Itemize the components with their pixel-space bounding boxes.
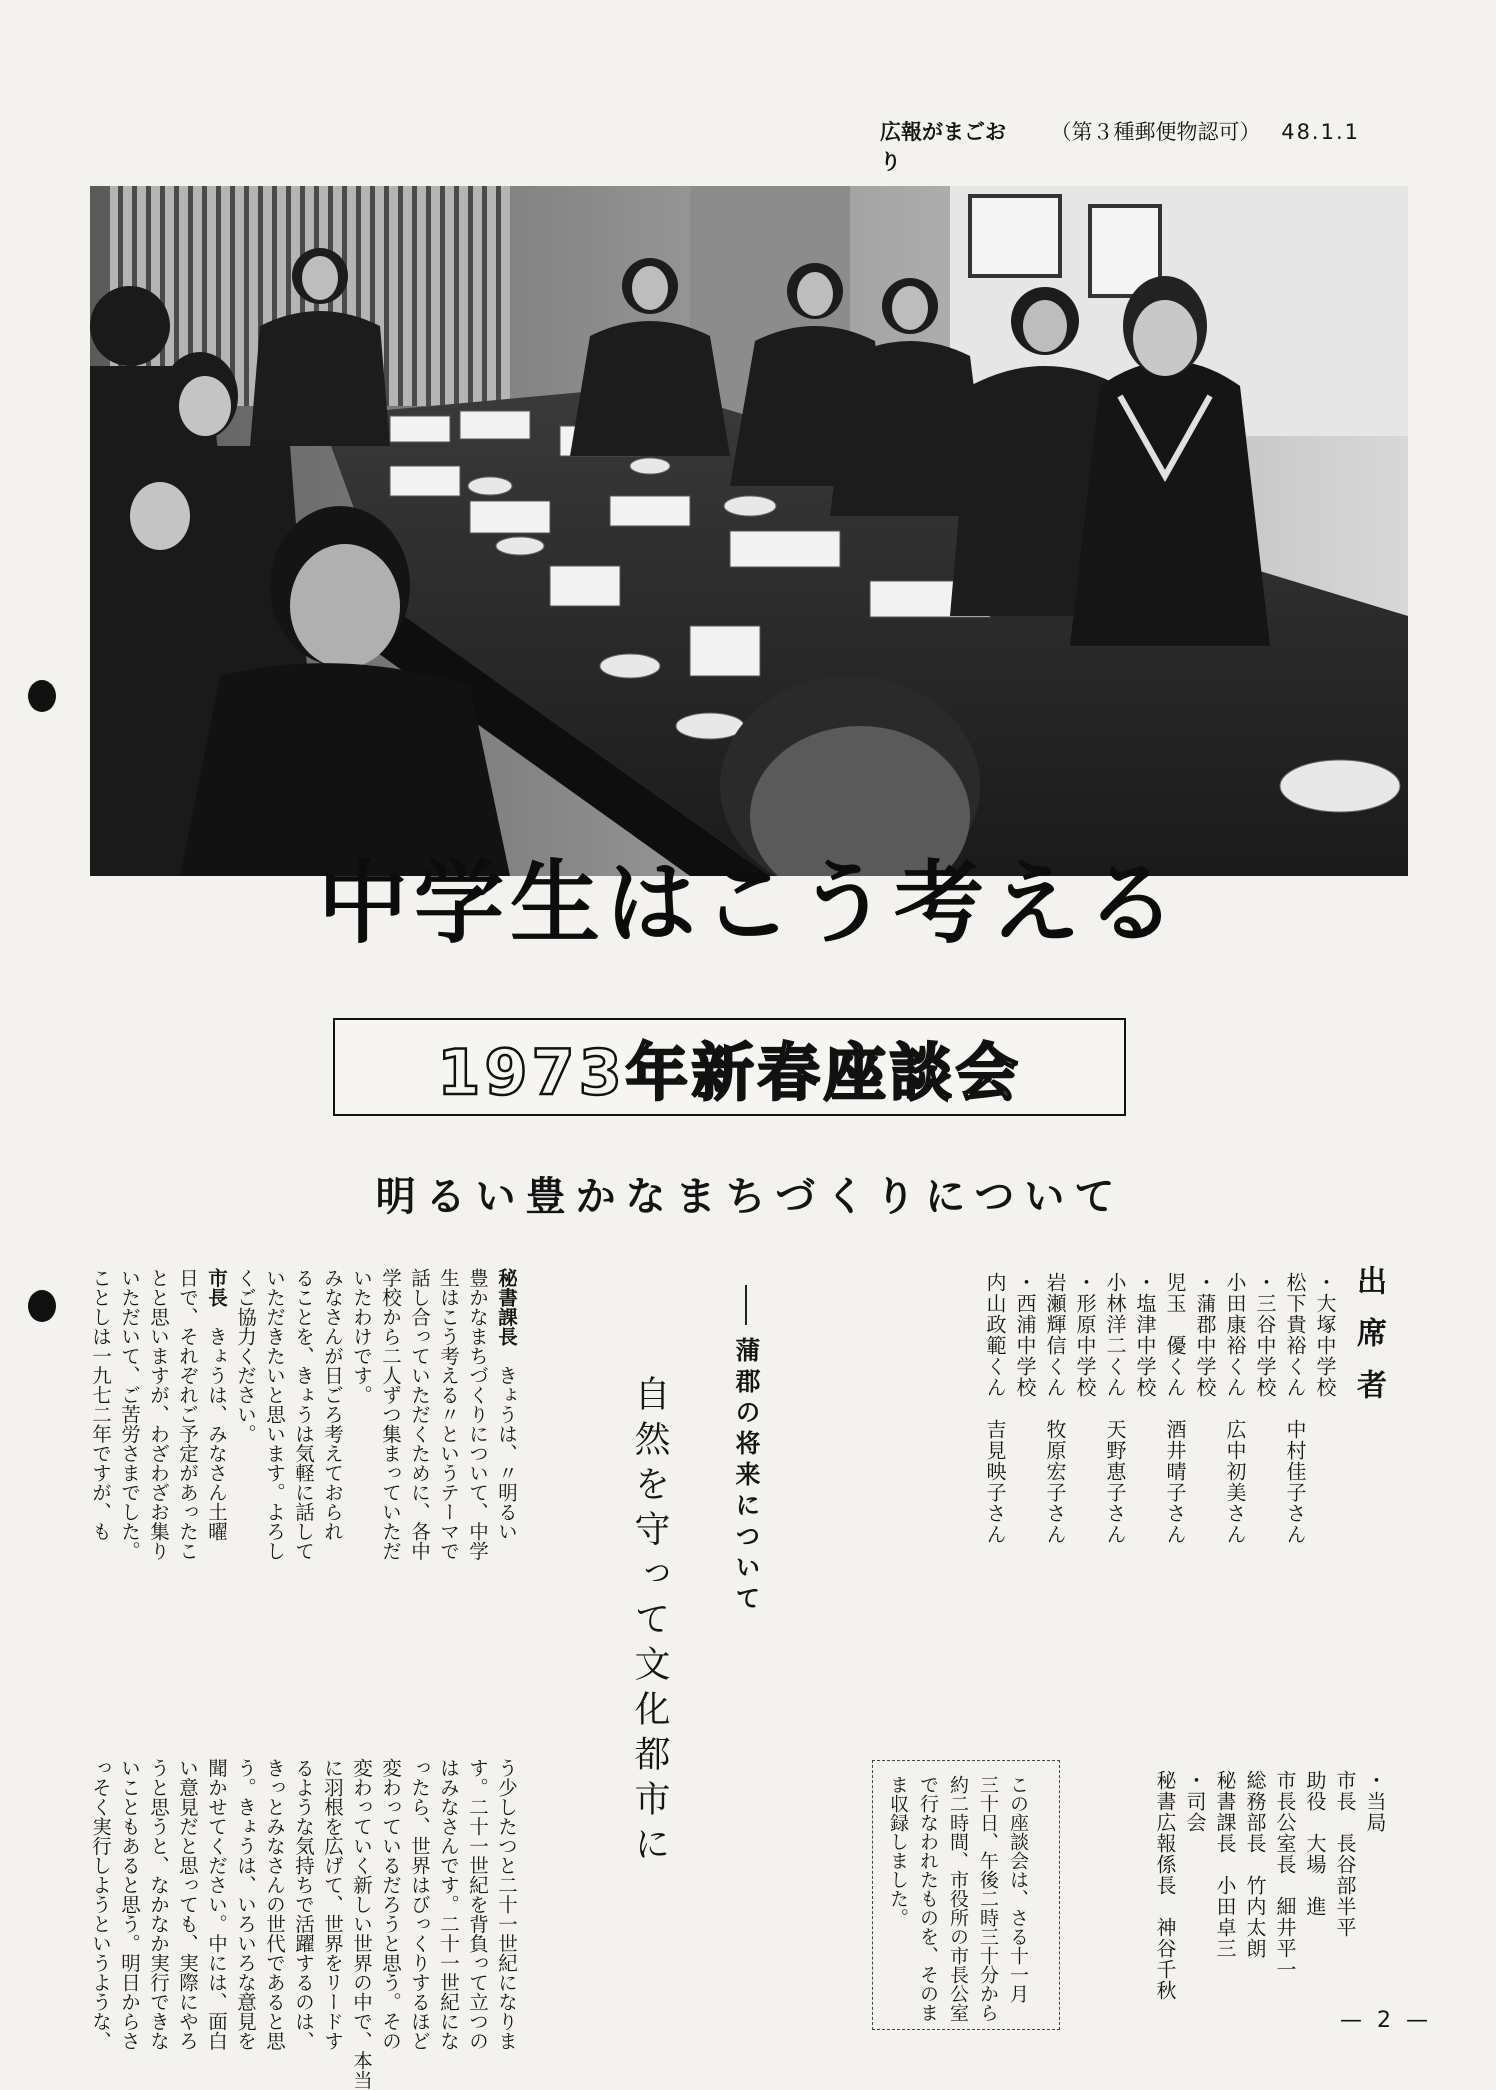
recording-notice — [872, 1760, 1060, 2030]
official-line: 秘書課長 小田卓三 — [1213, 1770, 1237, 1959]
official-line: 市長公室長 細井平一 — [1273, 1770, 1297, 1980]
section-subheading — [724, 1285, 768, 1705]
body-line: い意見だと思っても、実際にやろ — [176, 1758, 199, 2051]
body-line: はみなさんです。二十一世紀にな — [437, 1758, 460, 2051]
speaker-label: 市長 — [205, 1268, 228, 1327]
attendee-line: ・塩津中学校 — [1133, 1272, 1157, 1398]
name-card — [390, 416, 450, 442]
attendee-line: 児玉 優くん 酒井晴子さん — [1163, 1272, 1187, 1545]
attendee-line: ・蒲郡中学校 — [1193, 1272, 1217, 1398]
body-line: きょうは、みなさん土曜 — [205, 1326, 228, 1541]
section-heading: 自然を守って文化都市に — [629, 1375, 670, 1870]
attendees-heading: 出席者 — [1351, 1265, 1386, 1421]
official-line: ・司会 — [1183, 1770, 1207, 1833]
body-line: 話し合っていただくために、各中 — [408, 1268, 431, 1561]
article-body-bottom — [86, 1758, 601, 2090]
article-text — [86, 1758, 521, 2090]
body-line: きょうは、〃明るい — [495, 1365, 518, 1541]
body-line: くご協力ください。 — [234, 1268, 257, 1444]
body-line: るような気持ちで活躍するのは、 — [292, 1758, 315, 2051]
attendees-list — [860, 1272, 1340, 1702]
article-body-top — [86, 1268, 596, 1703]
section-rule — [745, 1285, 747, 1325]
attendee-line: 松下貴裕くん 中村佳子さん — [1283, 1272, 1307, 1545]
theme-heading: 明るい豊かなまちづくりについて — [375, 1174, 1125, 1220]
notice-line: この座談会は、さる十一月 — [1007, 1775, 1029, 2003]
body-line: いたわけです。 — [350, 1268, 373, 1405]
main-title: 中学生はこう考える — [318, 851, 1182, 956]
binder-hole — [28, 1290, 56, 1322]
framed-calligraphy — [970, 196, 1060, 276]
section-subheading-text: 蒲郡の将来について — [732, 1337, 761, 1616]
body-line: ることを、きょうは気軽に話して — [292, 1268, 315, 1561]
body-line: に羽根を広げて、世界をリードす — [321, 1758, 344, 2051]
article-text — [86, 1268, 521, 1561]
official-line: 助役 大場 進 — [1303, 1770, 1327, 1917]
official-line: 市長 長谷部半平 — [1333, 1770, 1357, 1938]
name-card — [390, 466, 460, 496]
official-line: ・当局 — [1363, 1770, 1387, 1833]
notice-line: で行なわれたものを、そのま — [917, 1775, 939, 2022]
body-line: いこともあると思う。明日からさ — [118, 1758, 141, 2051]
name-card — [460, 411, 530, 439]
body-line: う。きょうは、いろいろな意見を — [234, 1758, 257, 2051]
notice-line: ま収録しました。 — [887, 1775, 909, 1927]
body-line: す。二十一世紀を背負って立つの — [466, 1758, 489, 2051]
name-card — [550, 566, 620, 606]
name-card — [730, 531, 840, 567]
body-line: いただきたいと思います。よろし — [263, 1268, 286, 1561]
photo-illustration — [90, 186, 1408, 876]
speaker-label: 秘書課長 — [495, 1268, 518, 1366]
official-line: 秘書広報係長 神谷千秋 — [1153, 1770, 1177, 2001]
publication-name: 広報がまごおり — [880, 120, 1006, 174]
body-line: 日で、それぞれご予定があったこ — [176, 1268, 199, 1561]
body-line: 変わっているだろうと思う。その — [379, 1758, 402, 2051]
attendee-line: ・形原中学校 — [1073, 1272, 1097, 1398]
body-line: ったら、世界はびっくりするほど — [408, 1758, 431, 2051]
page-number: — 2 — — [1340, 2008, 1432, 2033]
attendee-line: ・西浦中学校 — [1013, 1272, 1037, 1398]
subtitle-box — [333, 1018, 1126, 1116]
name-card — [690, 626, 760, 676]
body-line: とと思いますが、わざわざお集り — [147, 1268, 170, 1561]
attendee-line: 岩瀬輝信くん 牧原宏子さん — [1043, 1272, 1067, 1545]
body-line: 学校から二人ずつ集まっていただ — [379, 1268, 402, 1561]
body-line: きっとみなさんの世代であると思 — [263, 1758, 286, 2051]
attendee-line: 小林洋二くん 天野恵子さん — [1103, 1272, 1127, 1545]
attendee-line: 小田康裕くん 広中初美さん — [1223, 1272, 1247, 1545]
body-line: う少したつと二十一世紀になりま — [495, 1758, 518, 2051]
attendee-line: 内山政範くん 吉見映子さん — [983, 1272, 1007, 1545]
body-line: 変わっていく新しい世界の中で、本当 — [350, 1758, 373, 2090]
notice-text — [883, 1775, 1033, 2020]
name-card — [610, 496, 690, 526]
body-line: 生はこう考える〃というテーマで — [437, 1268, 460, 1561]
page-header — [880, 116, 1360, 176]
notice-line: 三十日、午後二時三十分から — [977, 1775, 999, 2022]
body-line: 豊かなまちづくりについて、中学 — [466, 1268, 489, 1561]
issue-date: 48.1.1 — [1281, 120, 1360, 144]
binder-hole — [28, 680, 56, 712]
attendee-line: ・三谷中学校 — [1253, 1272, 1277, 1398]
roundtable-photo — [90, 186, 1408, 876]
official-line: 総務部長 竹内太朗 — [1243, 1770, 1267, 1959]
postal-permit: （第３種郵便物認可） — [1050, 120, 1261, 144]
body-line: みなさんが日ごろ考えておられ — [321, 1268, 344, 1541]
subtitle: 1973年新春座談会 — [437, 1035, 1022, 1109]
attendee-line: ・大塚中学校 — [1313, 1272, 1337, 1398]
name-card — [470, 501, 550, 533]
body-line: っそく実行しようというような、 — [89, 1758, 112, 2051]
body-line: 聞かせてください。中には、面白 — [205, 1758, 228, 2051]
body-line: いただいて、ご苦労さまでした。 — [118, 1268, 141, 1561]
body-line: うと思うと、なかなか実行できな — [147, 1758, 170, 2051]
body-line: ことしは一九七二年ですが、も — [89, 1268, 112, 1541]
notice-line: 約二時間、市役所の市長公室 — [947, 1775, 969, 2022]
